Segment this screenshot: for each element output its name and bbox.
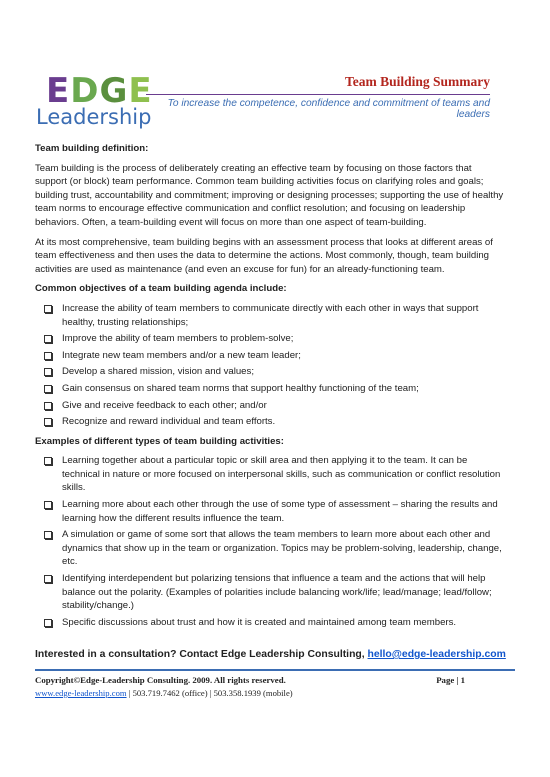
checkbox-bullet-icon — [44, 457, 52, 465]
objectives-list — [35, 302, 505, 429]
list-item: Increase the ability of team members to communicate directly with each other in ways that support healthy, trusting relationships; — [35, 302, 505, 329]
footer-copyright-line — [35, 675, 515, 685]
checkbox-bullet-icon — [44, 352, 52, 360]
list-item: Specific discussions about trust and how it is created and maintained among team members. — [35, 616, 505, 630]
checkbox-bullet-icon — [44, 368, 52, 376]
list-item: Gain consensus on shared team norms that support healthy functioning of the team; — [35, 382, 505, 396]
list-item: Learning together about a particular topic or skill area and then applying it to the team. It can be technical in nature or more focused on interpersonal skills, such as communication or conflict resolution skills. — [35, 454, 505, 495]
document-body — [35, 142, 505, 635]
edge-leadership-logo — [36, 71, 153, 130]
examples-heading: Examples of different types of team building activities: — [35, 435, 284, 447]
list-item: A simulation or game of some sort that allows the team members to learn more about each other and dynamics that show up in the team or organization. Topics may be problem-solving, leadership, change, etc. — [35, 528, 505, 569]
phone-numbers: | 503.719.7462 (office) | 503.358.1939 (mobile) — [126, 688, 293, 698]
list-item: Learning more about each other through the use of some type of assessment – sharing the results and learning how the different results influence the team. — [35, 498, 505, 525]
examples-list — [35, 454, 505, 629]
checkbox-bullet-icon — [44, 575, 52, 583]
list-item: Improve the ability of team members to problem-solve; — [35, 332, 505, 346]
website-link[interactable]: www.edge-leadership.com — [35, 688, 127, 698]
checkbox-bullet-icon — [44, 305, 52, 313]
copyright-text: Copyright©Edge-Leadership Consulting. 2009. All rights reserved. — [35, 675, 286, 685]
contact-email-link[interactable]: hello@edge-leadership.com — [367, 649, 506, 660]
title-divider — [146, 94, 490, 95]
checkbox-bullet-icon — [44, 402, 52, 410]
document-header — [0, 0, 550, 140]
objectives-heading: Common objectives of a team building agenda include: — [35, 283, 287, 295]
list-item: Integrate new team members and/or a new team leader; — [35, 349, 505, 363]
checkbox-bullet-icon — [44, 385, 52, 393]
checkbox-bullet-icon — [44, 531, 52, 539]
definition-heading: Team building definition: — [35, 143, 149, 154]
list-item: Identifying interdependent but polarizing tensions that influence a team and the actions that will help balance out the polarity. (Examples of polarities include balancing work/life; lead/manage; lead/follow; stability/change.) — [35, 572, 505, 613]
list-item: Develop a shared mission, vision and values; — [35, 365, 505, 379]
consultation-cta: Interested in a consultation? Contact Edge Leadership Consulting, hello@edge-leadership.com — [35, 649, 506, 660]
checkbox-bullet-icon — [44, 418, 52, 426]
tagline: To increase the competence, confidence and commitment of teams and leaders — [167, 98, 490, 120]
footer-divider — [35, 669, 515, 671]
checkbox-bullet-icon — [44, 335, 52, 343]
logo-edge-wordmark: EDGE — [46, 71, 153, 111]
list-item: Recognize and reward individual and team efforts. — [35, 415, 505, 429]
checkbox-bullet-icon — [44, 501, 52, 509]
checkbox-bullet-icon — [44, 619, 52, 627]
page-number: Page | 1 — [436, 675, 465, 685]
document-title: Team Building Summary — [344, 74, 490, 89]
definition-paragraph-1: Team building is the process of deliberately creating an effective team by focusing on those factors that support (or block) team performance. Common team building activities focus on clarifying roles and goals; building trust, accountability and commitment; improving or designing processes; supporting the use of healthy team norms to encourage effective communication and conflict resolution; and focusing on leadership behaviors. Often, a team-building event will focus on more than one aspect of team-building. — [35, 162, 504, 228]
logo-leadership-wordmark: Leadership — [36, 105, 152, 129]
footer-contact-line — [35, 688, 293, 698]
definition-paragraph-2: At its most comprehensive, team building begins with an assessment process that looks at different areas of team effectiveness and then uses the data to determine the actions. Most commonly, though, team building activities are used as maintenance (and even an excuse for fun) for an already-functioning team. — [35, 236, 493, 275]
list-item: Give and receive feedback to each other; and/or — [35, 399, 505, 413]
